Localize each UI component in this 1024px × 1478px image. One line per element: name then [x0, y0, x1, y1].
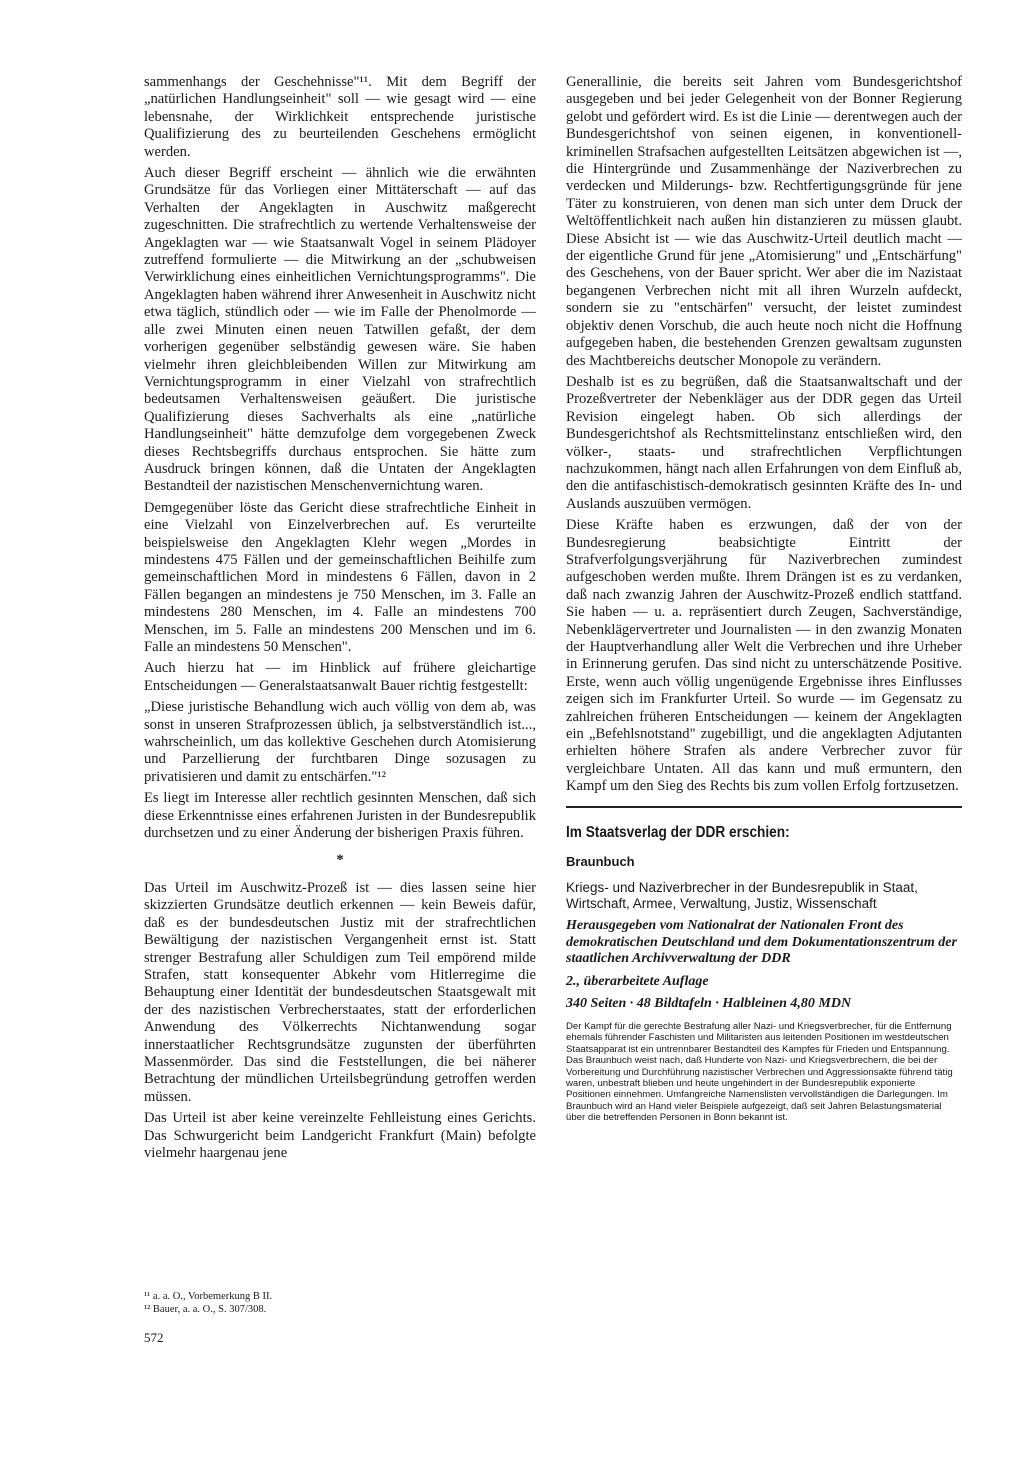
right-column [566, 74, 962, 1124]
paragraph: Das Urteil ist aber keine vereinzelte Fehlleistung eines Gerichts. Das Schwurgericht beim Landgericht Frankfurt (Main) befolgte vielmehr haargenau jene [144, 1110, 536, 1161]
advert-edition: 2., überarbeitete Auflage [566, 973, 709, 989]
paragraph: Auch dieser Begriff erscheint — ähnlich wie die erwähnten Grundsätze für das Vorliegen einer Mittäterschaft — auf das Verhalten der Angeklagten in Auschwitz maßgerecht zugeschnitten. Die strafrechtlich zu wertende Verhaltensweise der Angeklagten war — wie Staatsanwalt Vogel in seinem Plädoyer zutreffend formulierte — die Mitwirkung an der „schubweisen Verwirklichung eines einheitlichen Vernichtungsprogramms". Die Angeklagten haben während ihrer Anwesenheit in Auschwitz nicht etwa täglich, stündlich oder — wie im Falle der Phenolmorde — alle zwei Minuten einen neuen Tatwillen gefaßt, der dem vorherigen gegenüber selbständig gewesen wäre. Sie haben vielmehr ihren gleichbleibenden Willen zur Mitwirkung am Vernichtungsprogramm in einer Vielzahl von strafrechtlich bedeutsamen Verhaltensweisen geäußert. Die juristische Qualifizierung dieses Sachverhalts als eine „natürliche Handlungseinheit" hätte demzufolge dem vorgegebenen Zweck dieses Rechtsbegriffs durchaus entsprochen. Sie hätte zum Ausdruck bringen können, daß die Untaten der Angeklagten Bestandteil der nazistischen Menschenvernichtung waren. [144, 165, 536, 495]
paragraph: Es liegt im Interesse aller rechtlich gesinnten Menschen, daß sich diese Erkenntnisse eines erfahrenen Juristen in der Bundesrepublik durchsetzen und zu einer Änderung der bisherigen Praxis führen. [144, 790, 536, 842]
advert-subtitle: Kriegs- und Naziverbrecher in der Bundesrepublik in Staat, Wirtschaft, Armee, Verwaltung, Justiz, Wissenschaft [566, 880, 918, 912]
paragraph: sammenhangs der Geschehnisse"¹¹. Mit dem Begriff der „natürlichen Handlungseinheit" soll — wie gesagt wird — eine lebensnahe, der Wirklichkeit entsprechende juristische Qualifizierung des zu beurteilenden Geschehens ermöglicht werden. [144, 74, 536, 160]
block-quote: „Diese juristische Behandlung wich auch völlig von dem ab, was sonst in unseren Strafprozessen üblich, ja selbstverständlich ist..., wahrscheinlich, um das kollektive Geschehen durch Atomisierung und Parzellierung der furchtbaren Dinge sozusagen zu privatisieren und damit zu entschärfen."¹² [144, 699, 536, 785]
page-number: 572 [144, 1330, 164, 1345]
paragraph: Demgegenüber löste das Gericht diese strafrechtliche Einheit in eine Vielzahl von Einzelverbrechen auf. Es verurteilte beispielsweise den Angeklagten Klehr wegen „Mordes in mindestens 475 Fällen und der gemeinschaftlichen Beihilfe zum gemeinschaftlichen Mord in mindestens 6 Fällen, davon in 2 Fällen begangen an mindestens je 750 Menschen, im 3. Falle an mindestens 280 Menschen, im 4. Falle an mindestens 700 Menschen, im 5. Falle an mindestens 200 Menschen und im 6. Falle an mindestens 50 Menschen". [144, 499, 536, 655]
footnotes [144, 1290, 536, 1316]
paragraph: Auch hierzu hat — im Hinblick auf frühere gleichartige Entscheidungen — Generalstaatsanwalt Bauer richtig festgestellt: [144, 660, 536, 694]
paragraph: Diese Kräfte haben es erzwungen, daß der von der Bundesregierung beabsichtigte Eintritt der Strafverfolgungsverjährung für Naziverbrechen zumindest aufgeschoben werden mußte. Ihrem Drängen ist es zu verdanken, daß nach zwanzig Jahren der Auschwitz-Prozeß endlich stattfand. Sie haben — u. a. repräsentiert durch Zeugen, Sachverständige, Nebenklägervertreter und Journalisten — in den zwanzig Monaten der Hauptverhandlung aller Welt die Verbrechen und ihre Urheber in Erinnerung gerufen. Das sind nicht zu unterschätzende Positive. Erste, wenn auch völlig ungenügende Ergebnisse ihres Einflusses zeigen sich im Frankfurter Urteil. So wurde — im Gegensatz zu zahlreichen früheren Entscheidungen — keinem der Angeklagten ein „Befehlsnotstand" zugebilligt, und die angeklagten Adjutanten erhielten höhere Strafen als andere Verbrecher zuvor für vergleichbare Untaten. All das kann und muß ermuntern, den Kampf um den Sieg des Rechts bis zum vollen Erfolg fortzusetzen. [566, 517, 962, 795]
paragraph: Das Urteil im Auschwitz-Prozeß ist — dies lassen seine hier skizzierten Grundsätze deutlich erkennen — kein Beweis dafür, daß es der bundesdeutschen Justiz mit der strafrechtlichen Bewältigung der nazistischen Vergangenheit ernst ist. Statt strenger Bestrafung aller Schuldigen zum Teil empörend milde Strafen, statt konsequenter Abkehr vom Hitlerregime die Behauptung einer Identität der bundesdeutschen Staatsgewalt mit der des nazistischen Verbrecherstaates, statt der erforderlichen Anwendung des Völkerrechts Nichtanwendung sogar innerstaatlicher Rechtsgrundsätze zugunsten der überführten Massenmörder. Das sind die Feststellungen, die bei näherer Betrachtung der mündlichen Urteilsbegründung getroffen werden müssen. [144, 879, 536, 1105]
advert-title: Braunbuch [566, 854, 635, 870]
section-separator: * [336, 852, 344, 869]
paragraph: Generallinie, die bereits seit Jahren vom Bundesgerichtshof ausgegeben und bei jeder Gelegenheit von der Bonner Regierung gelobt und gefördert wird. Es ist die Linie — derentwegen auch der Bundesgerichtshof von seinen eigenen, in konventionell-kriminellen Strafsachen aufgestellten Leitsätzen abgewichen ist —, die Hintergründe und Zusammenhänge der Naziverbrechen zu verdecken und Milderungs- bzw. Rechtfertigungsgründe für jene Täter zu konstruieren, von denen man sich unter dem Druck der Weltöffentlichkeit nach außen hin distanzieren zu müssen glaubt. Diese Absicht ist — wie das Auschwitz-Urteil deutlich macht — der eigentliche Grund für jene „Atomisierung" und „Entschärfung" des Geschehens, von der Bauer spricht. Wer aber die im Nazistaat begangenen Verbrechen nicht mit all ihren Wurzeln aufdeckt, sondern sie zu "entschärfen" versucht, der leistet zumindest objektiv denen Vorschub, die auch heute noch nicht die Hoffnung aufgegeben haben, die bestehenden Grenzen gewaltsam zugunsten des Machtbereichs deutscher Monopole zu verändern. [566, 74, 962, 369]
left-column [144, 74, 536, 1166]
book-advert [566, 824, 962, 1124]
advert-heading: Im Staatsverlag der DDR erschien: [566, 823, 790, 841]
advert-blurb: Der Kampf für die gerechte Bestrafung aller Nazi- und Kriegsverbrecher, für die Entfernung ehemals führender Faschisten und Militaristen aus leitenden Positionen im westdeutschen Staatsapparat ist ein untrennbarer Bestandteil des Kampfes für Frieden und Entspannung. Das Braunbuch weist nach, daß Hunderte von Nazi- und Kriegsverbrechern, die bei der Vorbereitung und Durchführung nazistischer Verbrechen und Aggressionsakte führend tätig waren, unbestraft blieben und heute ungehindert in der Bundesrepublik exponierte Positionen einnehmen. Umfangreiche Namenslisten vervollständigen die Darlegungen. Im Braunbuch wird an Hand vieler Beispiele aufgezeigt, daß seit Jahren Belastungsmaterial über die betreffenden Personen in Bonn bekannt ist. [566, 1020, 953, 1124]
footnote: ¹² Bauer, a. a. O., S. 307/308. [144, 1304, 267, 1315]
paragraph: Deshalb ist es zu begrüßen, daß die Staatsanwaltschaft und der Prozeßvertreter der Nebenkläger aus der DDR gegen das Urteil Revision eingelegt haben. Ob sich allerdings der Bundesgerichtshof als Rechtsmittelinstanz entschließen wird, den völker-, staats- und strafrechtlichen Verpflichtungen nachzukommen, hängt nach allen Erfahrungen von dem Einfluß ab, den die antifaschistisch-demokratisch gesinnten Kräfte des In- und Auslands auszuüben vermögen. [566, 373, 962, 512]
advert-editor: Herausgegeben vom Nationalrat der Nationalen Front des demokratischen Deutschland und dem Dokumentationszentrum der staatlichen Archivverwaltung der DDR [566, 918, 957, 967]
divider [566, 806, 962, 808]
footnote: ¹¹ a. a. O., Vorbemerkung B II. [144, 1291, 273, 1302]
advert-details: 340 Seiten · 48 Bildtafeln · Halbleinen 4,80 MDN [566, 996, 852, 1012]
